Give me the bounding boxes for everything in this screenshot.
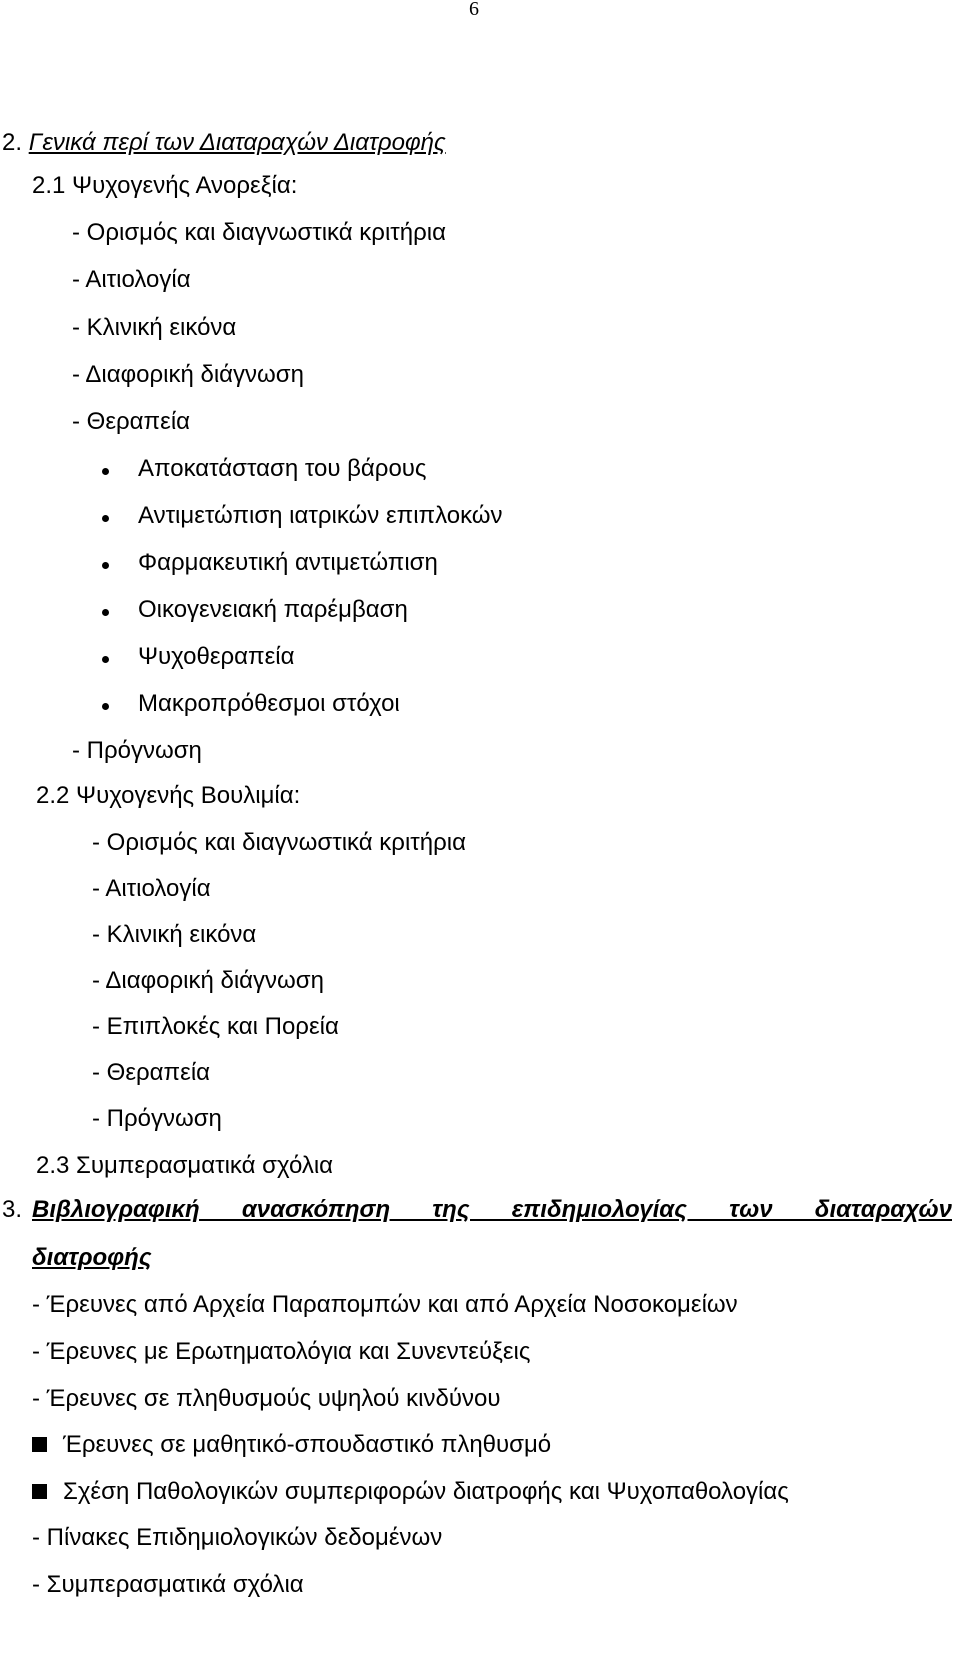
bulimia-item-complications: - Επιπλοκές και Πορεία (92, 1013, 339, 1040)
section-3-item-conclusions: - Συμπερασματικά σχόλια (32, 1571, 304, 1598)
anorexia-item-clinical-picture: - Κλινική εικόνα (72, 314, 237, 341)
section-3-item-tables: - Πίνακες Επιδημιολογικών δεδομένων (32, 1524, 443, 1551)
treatment-bullet-pharmacological: Φαρμακευτική αντιμετώπιση (138, 549, 438, 576)
section-3-item-questionnaires: - Έρευνες με Ερωτηματολόγια και Συνεντεύξεις (32, 1338, 531, 1365)
section-2-number: 2. (2, 129, 23, 156)
treatment-bullet-complications: Αντιμετώπιση ιατρικών επιπλοκών (138, 502, 503, 529)
bullet-dot-icon (102, 562, 109, 569)
treatment-bullet-family: Οικογενειακή παρέμβαση (138, 596, 408, 623)
square-bullet-icon (32, 1484, 47, 1499)
anorexia-item-definition: - Ορισμός και διαγνωστικά κριτήρια (72, 219, 446, 246)
bulimia-item-etiology: - Αιτιολογία (92, 875, 211, 902)
bullet-dot-icon (102, 656, 109, 663)
bulimia-item-prognosis: - Πρόγνωση (92, 1105, 222, 1132)
bulimia-heading: 2.2 Ψυχογενής Βουλιμία: (36, 782, 301, 809)
square-bullet-icon (32, 1437, 47, 1452)
section-3-number: 3. (2, 1196, 23, 1223)
anorexia-heading: 2.1 Ψυχογενής Ανορεξία: (32, 172, 298, 199)
section-3-title-line1 (32, 1195, 952, 1225)
anorexia-item-prognosis: - Πρόγνωση (72, 737, 202, 764)
treatment-bullet-weight: Αποκατάσταση του βάρους (138, 455, 427, 482)
page-number: 6 (469, 0, 479, 20)
conclusions-heading: 2.3 Συμπερασματικά σχόλια (36, 1152, 334, 1179)
anorexia-item-treatment: - Θεραπεία (72, 408, 191, 435)
bullet-dot-icon (102, 515, 109, 522)
bullet-dot-icon (102, 468, 109, 475)
bulimia-item-treatment: - Θεραπεία (92, 1059, 211, 1086)
bulimia-item-differential-diagnosis: - Διαφορική διάγνωση (92, 967, 324, 994)
section-3-square-item-students: Έρευνες σε μαθητικό-σπουδαστικό πληθυσμό (63, 1431, 552, 1458)
anorexia-item-differential-diagnosis: - Διαφορική διάγνωση (72, 361, 304, 388)
bulimia-item-clinical-picture: - Κλινική εικόνα (92, 921, 257, 948)
anorexia-item-etiology: - Αιτιολογία (72, 266, 191, 293)
section-2-heading (2, 128, 446, 158)
bullet-dot-icon (102, 609, 109, 616)
section-2-title: Γενικά περί των Διαταραχών Διατροφής (28, 129, 446, 156)
bullet-dot-icon (102, 703, 109, 710)
section-3-item-referral-archives: - Έρευνες από Αρχεία Παραπομπών και από Αρχεία Νοσοκομείων (32, 1291, 738, 1318)
treatment-bullet-long-term: Μακροπρόθεσμοι στόχοι (138, 690, 400, 717)
section-3-square-item-psychopathology: Σχέση Παθολογικών συμπεριφορών διατροφής και Ψυχοπαθολογίας (63, 1478, 789, 1505)
treatment-bullet-psychotherapy: Ψυχοθεραπεία (138, 643, 295, 670)
section-3-item-high-risk: - Έρευνες σε πληθυσμούς υψηλού κινδύνου (32, 1385, 501, 1412)
section-3-title-text: Βιβλιογραφική ανασκόπηση της επιδημιολογίας των διαταραχών (32, 1196, 952, 1223)
section-3-title-line2: διατροφής (32, 1244, 152, 1271)
bulimia-item-definition: - Ορισμός και διαγνωστικά κριτήρια (92, 829, 466, 856)
